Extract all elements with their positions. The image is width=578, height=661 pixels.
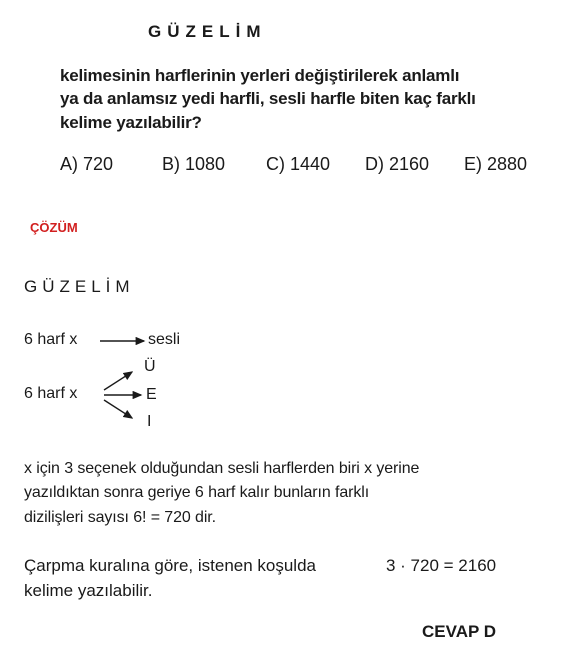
arrow-to-i — [104, 400, 132, 418]
question-line-2: ya da anlamsız yedi harfli, sesli harfle biten kaç farklı — [60, 89, 476, 108]
solution-heading: ÇÖZÜM — [30, 220, 78, 235]
diagram-vowel-i: I — [147, 413, 152, 430]
solution-word: GÜZELİM — [24, 277, 135, 296]
arrow-to-u — [104, 372, 132, 390]
option-b: B) 1080 — [162, 154, 226, 174]
rule-line-2: kelime yazılabilir. — [24, 581, 153, 600]
rule-text: Çarpma kuralına göre, istenen koşulda — [24, 556, 316, 575]
rule-calculation: 3 · 720 = 2160 — [386, 556, 497, 575]
explanation-line-3: dizilişleri sayısı 6! = 720 dir. — [24, 509, 216, 526]
option-a: A) 720 — [60, 154, 114, 174]
diagram-row1-right: sesli — [148, 331, 181, 348]
option-d: D) 2160 — [365, 154, 430, 174]
diagram-row1-left: 6 harf x — [24, 331, 78, 348]
diagram-vowel-u: Ü — [144, 358, 156, 375]
question-line-3: kelime yazılabilir? — [60, 113, 202, 132]
explanation-line-1: x için 3 seçenek olduğundan sesli harflerden biri x yerine — [24, 460, 420, 477]
answer: CEVAP D — [422, 622, 497, 641]
explanation-line-2: yazıldıktan sonra geriye 6 harf kalır bunların farklı — [24, 484, 370, 501]
diagram-vowel-e: E — [146, 386, 157, 403]
question-line-1: kelimesinin harflerinin yerleri değiştirilerek anlamlı — [60, 66, 460, 85]
option-e: E) 2880 — [464, 154, 528, 174]
option-c: C) 1440 — [266, 154, 331, 174]
question-word: GÜZELİM — [148, 22, 267, 41]
diagram-row2-left: 6 harf x — [24, 385, 78, 402]
